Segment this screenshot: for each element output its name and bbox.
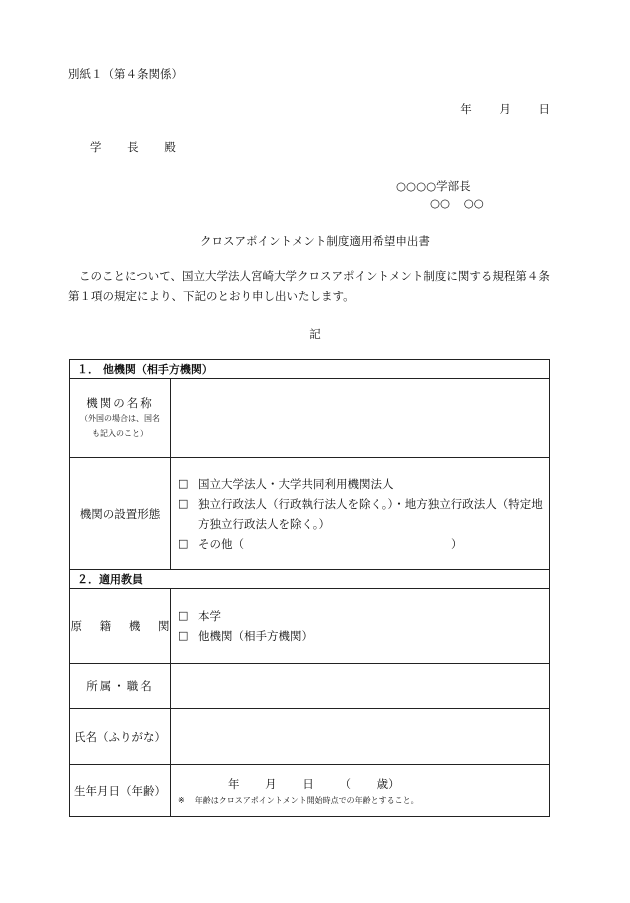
dob-label: 生年月日（年齢） — [70, 765, 171, 817]
origin-label — [70, 589, 171, 664]
appendix-label: 別紙１（第４条関係） — [68, 67, 183, 81]
org-type-option-1-label: 国立大学法人・大学共同利用機関法人 — [198, 476, 394, 491]
origin-field — [171, 589, 550, 664]
checkbox-icon[interactable]: □ — [178, 629, 189, 642]
origin-option-2-label: 他機関（相手方機関） — [198, 629, 313, 643]
addressee-char-3: 殿 — [164, 140, 176, 154]
origin-label-char-4: 関 — [157, 619, 170, 633]
section2-header: ２．適用教員 — [70, 570, 550, 589]
dob-month: 月 — [265, 776, 277, 791]
origin-option-2[interactable] — [178, 626, 549, 646]
ki-heading: 記 — [309, 327, 321, 341]
org-name-note-1: （外国の場合は、国名 — [80, 414, 160, 423]
org-name-field[interactable] — [171, 379, 550, 458]
checkbox-icon[interactable]: □ — [178, 496, 189, 510]
org-name-note-2: も記入のこと） — [92, 429, 148, 438]
origin-option-1[interactable] — [178, 606, 549, 626]
org-type-option-3[interactable] — [178, 534, 549, 554]
addressee-char-2: 長 — [127, 140, 139, 154]
dob-year: 年 — [228, 776, 240, 791]
org-type-option-1[interactable] — [178, 474, 549, 494]
org-name-label: 機関の名称 — [86, 396, 154, 410]
date-line — [460, 101, 550, 117]
origin-option-1-label: 本学 — [198, 609, 221, 623]
origin-label-char-3: 機 — [128, 619, 141, 633]
origin-label-char-2: 籍 — [99, 619, 112, 633]
addressee-char-1: 学 — [90, 140, 102, 154]
affiliation-field[interactable] — [171, 664, 550, 709]
dob-age-close: 歳） — [376, 776, 400, 791]
dob-day: 日 — [302, 776, 314, 791]
date-day: 日 — [538, 102, 550, 116]
sender-name — [430, 196, 484, 210]
dob-note — [178, 794, 549, 808]
date-month: 月 — [499, 102, 511, 116]
org-type-option-3-label: その他（ ） — [198, 536, 463, 551]
origin-label-char-1: 原 — [70, 619, 83, 633]
sender-name-part-1: ○○ — [430, 196, 451, 210]
dob-entry[interactable] — [178, 774, 549, 794]
checkbox-icon[interactable]: □ — [178, 536, 189, 550]
org-type-field — [171, 458, 550, 570]
sender-department: ○○○○学部長 — [396, 179, 471, 193]
body-paragraph: このことについて、国立大学法人宮崎大学クロスアポイントメント制度に関する規程第４条第１項の規定により、下記のとおり申し出いたします。 — [68, 269, 550, 303]
dob-age-open: （ — [339, 776, 351, 791]
org-type-label: 機関の設置形態 — [70, 458, 171, 570]
addressee — [90, 139, 176, 155]
application-form-table — [69, 359, 550, 817]
org-name-label-cell — [70, 379, 171, 458]
dob-field — [171, 765, 550, 817]
note-text: 年齢はクロスアポイントメント開始時点での年齢とすること。 — [194, 795, 419, 805]
note-mark: ※ — [178, 795, 185, 805]
org-type-option-2[interactable] — [178, 494, 549, 534]
name-field[interactable] — [171, 709, 550, 765]
document-title: クロスアポイントメント制度適用希望申出書 — [200, 234, 430, 248]
affiliation-label: 所属・職名 — [70, 664, 171, 709]
sender-name-part-2: ○○ — [463, 196, 484, 210]
section1-header: １． 他機関（相手方機関） — [70, 360, 550, 379]
org-type-option-2-label: 独立行政法人（行政執行法人を除く。）・地方独立行政法人（特定地方独立行政法人を除く。） — [198, 496, 543, 531]
checkbox-icon[interactable]: □ — [178, 609, 189, 622]
name-label: 氏名（ふりがな） — [70, 709, 171, 765]
checkbox-icon[interactable]: □ — [178, 476, 189, 490]
date-year: 年 — [460, 102, 472, 116]
